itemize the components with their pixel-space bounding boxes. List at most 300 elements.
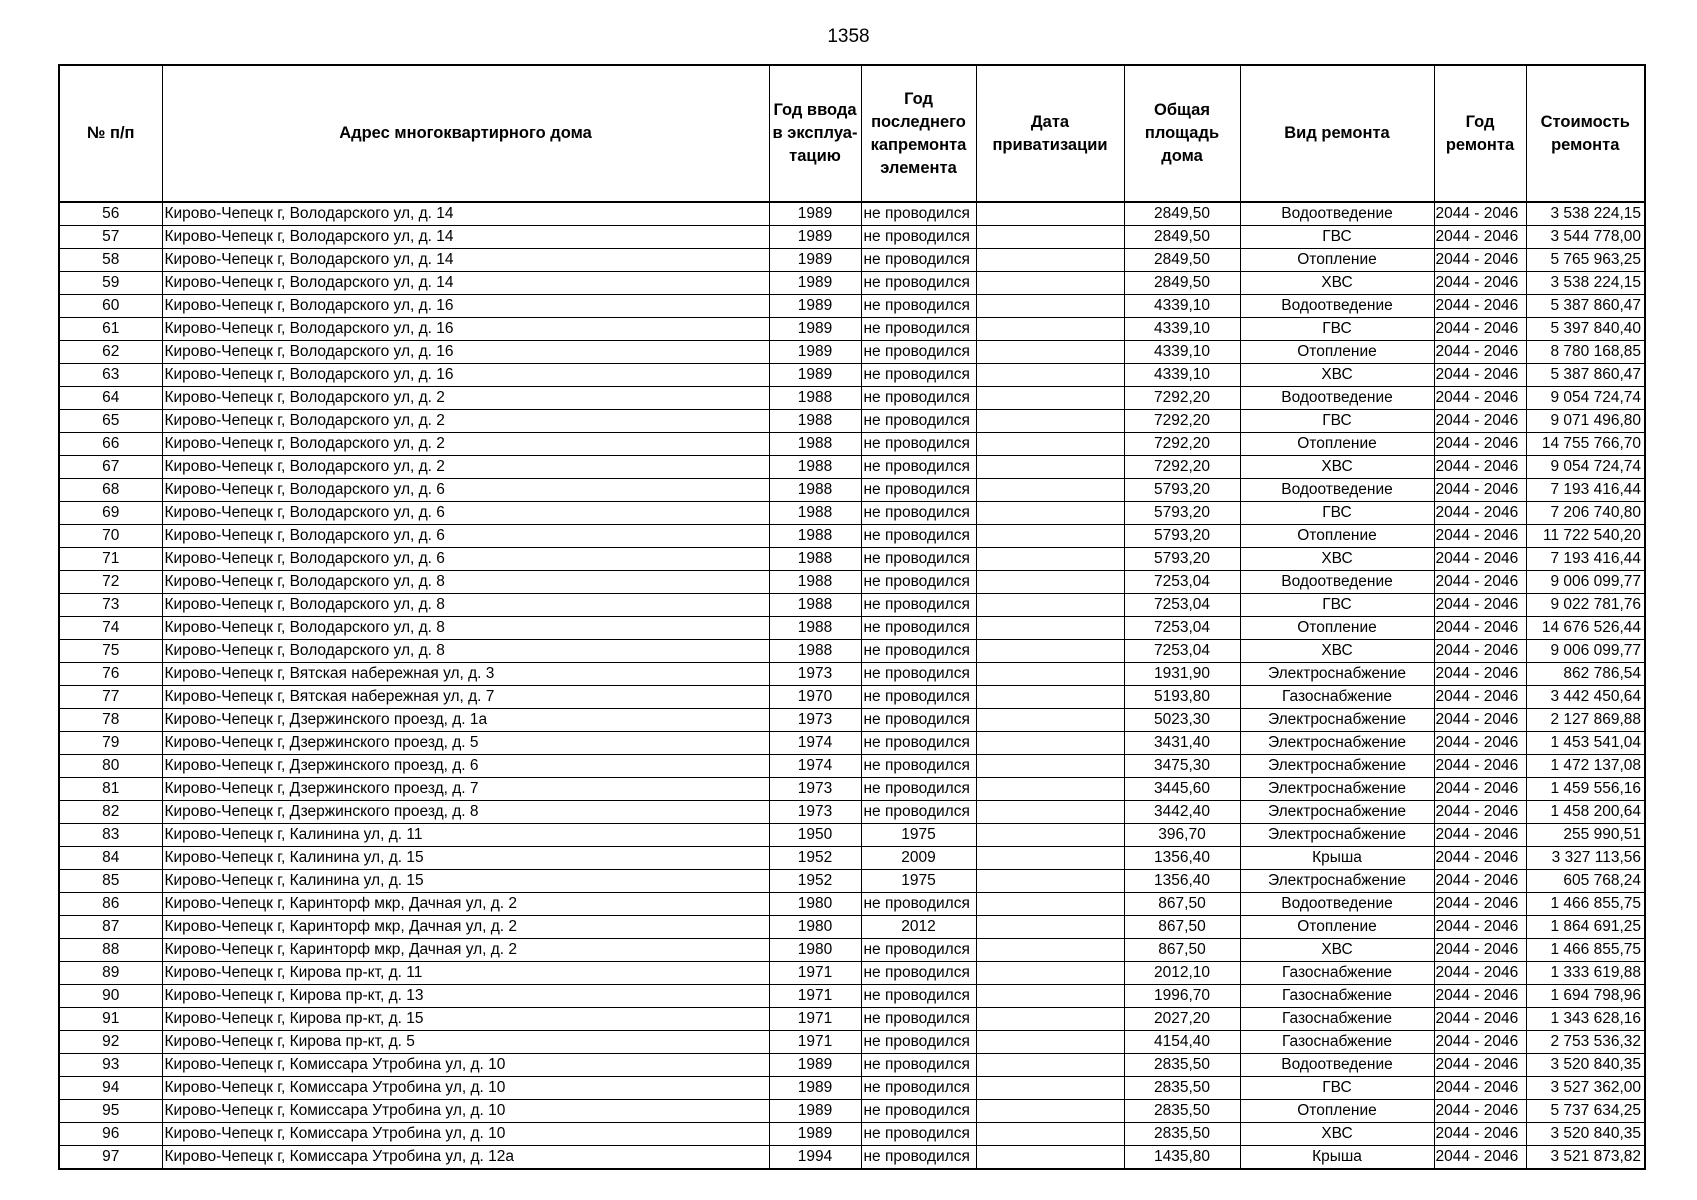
cell-repair-year: 2044 - 2046 xyxy=(1434,502,1526,525)
cell-num: 79 xyxy=(59,732,162,755)
cell-privatization-date xyxy=(976,295,1124,318)
table-row xyxy=(59,732,1645,755)
cell-year-last-repair: не проводился xyxy=(861,272,976,295)
cell-total-area: 7292,20 xyxy=(1124,456,1240,479)
cell-year-last-repair: 1975 xyxy=(861,824,976,847)
cell-repair-type: ГВС xyxy=(1240,318,1434,341)
cell-repair-type: Газоснабжение xyxy=(1240,1031,1434,1054)
cell-address: Кирово-Чепецк г, Володарского ул, д. 2 xyxy=(162,387,769,410)
cell-year-commission: 1988 xyxy=(769,525,861,548)
table-row xyxy=(59,295,1645,318)
cell-privatization-date xyxy=(976,318,1124,341)
cell-repair-type: ХВС xyxy=(1240,272,1434,295)
cell-total-area: 2012,10 xyxy=(1124,962,1240,985)
cell-total-area: 4339,10 xyxy=(1124,295,1240,318)
cell-year-commission: 1973 xyxy=(769,778,861,801)
cell-repair-type: Отопление xyxy=(1240,525,1434,548)
cell-repair-year: 2044 - 2046 xyxy=(1434,985,1526,1008)
cell-repair-year: 2044 - 2046 xyxy=(1434,341,1526,364)
cell-repair-year: 2044 - 2046 xyxy=(1434,295,1526,318)
table-row xyxy=(59,962,1645,985)
cell-address: Кирово-Чепецк г, Каринторф мкр, Дачная ул, д. 2 xyxy=(162,939,769,962)
cell-total-area: 4154,40 xyxy=(1124,1031,1240,1054)
cell-year-last-repair: не проводился xyxy=(861,801,976,824)
table-row xyxy=(59,479,1645,502)
cell-address: Кирово-Чепецк г, Дзержинского проезд, д. 6 xyxy=(162,755,769,778)
cell-year-commission: 1988 xyxy=(769,456,861,479)
cell-num: 62 xyxy=(59,341,162,364)
cell-num: 90 xyxy=(59,985,162,1008)
cell-total-area: 2849,50 xyxy=(1124,249,1240,272)
cell-repair-type: Водоотведение xyxy=(1240,1054,1434,1077)
cell-repair-type: Отопление xyxy=(1240,433,1434,456)
cell-year-commission: 1989 xyxy=(769,1054,861,1077)
cell-year-commission: 1988 xyxy=(769,594,861,617)
cell-repair-year: 2044 - 2046 xyxy=(1434,1100,1526,1123)
cell-repair-type: Газоснабжение xyxy=(1240,985,1434,1008)
cell-address: Кирово-Чепецк г, Володарского ул, д. 14 xyxy=(162,249,769,272)
table-row xyxy=(59,594,1645,617)
cell-year-commission: 1994 xyxy=(769,1146,861,1170)
cell-repair-cost: 1 864 691,25 xyxy=(1526,916,1645,939)
table-header xyxy=(59,65,1645,202)
cell-address: Кирово-Чепецк г, Володарского ул, д. 14 xyxy=(162,226,769,249)
cell-year-last-repair: не проводился xyxy=(861,202,976,226)
cell-total-area: 2849,50 xyxy=(1124,272,1240,295)
cell-year-last-repair: не проводился xyxy=(861,1100,976,1123)
cell-repair-cost: 1 472 137,08 xyxy=(1526,755,1645,778)
cell-address: Кирово-Чепецк г, Калинина ул, д. 15 xyxy=(162,870,769,893)
cell-repair-cost: 1 694 798,96 xyxy=(1526,985,1645,1008)
cell-num: 81 xyxy=(59,778,162,801)
cell-year-last-repair: 2009 xyxy=(861,847,976,870)
cell-repair-cost: 9 006 099,77 xyxy=(1526,571,1645,594)
cell-repair-type: Электроснабжение xyxy=(1240,732,1434,755)
cell-privatization-date xyxy=(976,686,1124,709)
table-row xyxy=(59,456,1645,479)
cell-num: 74 xyxy=(59,617,162,640)
table-row xyxy=(59,341,1645,364)
cell-year-commission: 1971 xyxy=(769,962,861,985)
cell-num: 64 xyxy=(59,387,162,410)
cell-repair-year: 2044 - 2046 xyxy=(1434,525,1526,548)
cell-repair-type: ХВС xyxy=(1240,456,1434,479)
cell-year-commission: 1989 xyxy=(769,202,861,226)
header-repair-type: Вид ремонта xyxy=(1240,65,1434,202)
cell-repair-type: ХВС xyxy=(1240,939,1434,962)
cell-privatization-date xyxy=(976,1100,1124,1123)
cell-repair-cost: 3 538 224,15 xyxy=(1526,202,1645,226)
cell-total-area: 5193,80 xyxy=(1124,686,1240,709)
cell-privatization-date xyxy=(976,962,1124,985)
cell-privatization-date xyxy=(976,341,1124,364)
cell-address: Кирово-Чепецк г, Володарского ул, д. 16 xyxy=(162,341,769,364)
cell-num: 67 xyxy=(59,456,162,479)
cell-total-area: 1356,40 xyxy=(1124,847,1240,870)
cell-year-commission: 1971 xyxy=(769,1008,861,1031)
cell-repair-year: 2044 - 2046 xyxy=(1434,732,1526,755)
cell-year-commission: 1971 xyxy=(769,1031,861,1054)
cell-address: Кирово-Чепецк г, Вятская набережная ул, д. 3 xyxy=(162,663,769,686)
cell-repair-type: ХВС xyxy=(1240,364,1434,387)
cell-year-last-repair: не проводился xyxy=(861,1054,976,1077)
cell-repair-type: Отопление xyxy=(1240,1100,1434,1123)
cell-year-commission: 1989 xyxy=(769,341,861,364)
cell-repair-year: 2044 - 2046 xyxy=(1434,709,1526,732)
cell-repair-cost: 1 458 200,64 xyxy=(1526,801,1645,824)
cell-address: Кирово-Чепецк г, Володарского ул, д. 8 xyxy=(162,617,769,640)
cell-num: 95 xyxy=(59,1100,162,1123)
table-body xyxy=(59,202,1645,1169)
cell-total-area: 867,50 xyxy=(1124,916,1240,939)
cell-privatization-date xyxy=(976,249,1124,272)
cell-num: 68 xyxy=(59,479,162,502)
cell-year-last-repair: 1975 xyxy=(861,870,976,893)
cell-repair-cost: 9 071 496,80 xyxy=(1526,410,1645,433)
cell-total-area: 2849,50 xyxy=(1124,226,1240,249)
cell-total-area: 7253,04 xyxy=(1124,640,1240,663)
cell-address: Кирово-Чепецк г, Володарского ул, д. 16 xyxy=(162,295,769,318)
cell-repair-cost: 2 753 536,32 xyxy=(1526,1031,1645,1054)
cell-year-commission: 1988 xyxy=(769,571,861,594)
cell-repair-type: ХВС xyxy=(1240,1123,1434,1146)
cell-repair-cost: 5 387 860,47 xyxy=(1526,364,1645,387)
cell-repair-type: Электроснабжение xyxy=(1240,778,1434,801)
cell-repair-type: Электроснабжение xyxy=(1240,755,1434,778)
cell-num: 70 xyxy=(59,525,162,548)
cell-repair-year: 2044 - 2046 xyxy=(1434,202,1526,226)
cell-privatization-date xyxy=(976,939,1124,962)
cell-year-commission: 1989 xyxy=(769,1077,861,1100)
cell-total-area: 3431,40 xyxy=(1124,732,1240,755)
cell-repair-year: 2044 - 2046 xyxy=(1434,686,1526,709)
cell-total-area: 5793,20 xyxy=(1124,548,1240,571)
table-row xyxy=(59,617,1645,640)
header-num: № п/п xyxy=(59,65,162,202)
cell-repair-cost: 11 722 540,20 xyxy=(1526,525,1645,548)
cell-total-area: 7292,20 xyxy=(1124,410,1240,433)
cell-address: Кирово-Чепецк г, Комиссара Утробина ул, д. 12а xyxy=(162,1146,769,1170)
cell-repair-cost: 7 193 416,44 xyxy=(1526,548,1645,571)
cell-total-area: 2835,50 xyxy=(1124,1054,1240,1077)
cell-total-area: 1435,80 xyxy=(1124,1146,1240,1170)
header-year-commission: Год ввода в эксплуа-тацию xyxy=(769,65,861,202)
table-row xyxy=(59,387,1645,410)
cell-repair-year: 2044 - 2046 xyxy=(1434,456,1526,479)
cell-privatization-date xyxy=(976,778,1124,801)
repair-schedule-table xyxy=(58,64,1646,1170)
cell-repair-year: 2044 - 2046 xyxy=(1434,387,1526,410)
cell-num: 63 xyxy=(59,364,162,387)
cell-year-last-repair: не проводился xyxy=(861,341,976,364)
table-row xyxy=(59,548,1645,571)
cell-address: Кирово-Чепецк г, Комиссара Утробина ул, д. 10 xyxy=(162,1123,769,1146)
cell-repair-year: 2044 - 2046 xyxy=(1434,824,1526,847)
header-repair-cost: Стоимость ремонта xyxy=(1526,65,1645,202)
cell-privatization-date xyxy=(976,1123,1124,1146)
cell-year-last-repair: не проводился xyxy=(861,893,976,916)
cell-repair-cost: 14 676 526,44 xyxy=(1526,617,1645,640)
cell-address: Кирово-Чепецк г, Володарского ул, д. 6 xyxy=(162,502,769,525)
table-row xyxy=(59,502,1645,525)
cell-repair-cost: 2 127 869,88 xyxy=(1526,709,1645,732)
cell-repair-cost: 1 466 855,75 xyxy=(1526,893,1645,916)
cell-address: Кирово-Чепецк г, Каринторф мкр, Дачная ул, д. 2 xyxy=(162,893,769,916)
table-row xyxy=(59,939,1645,962)
cell-num: 93 xyxy=(59,1054,162,1077)
cell-year-last-repair: не проводился xyxy=(861,778,976,801)
cell-year-commission: 1988 xyxy=(769,479,861,502)
cell-total-area: 3442,40 xyxy=(1124,801,1240,824)
cell-address: Кирово-Чепецк г, Вятская набережная ул, д. 7 xyxy=(162,686,769,709)
cell-privatization-date xyxy=(976,410,1124,433)
cell-num: 69 xyxy=(59,502,162,525)
cell-repair-type: Отопление xyxy=(1240,916,1434,939)
cell-year-last-repair: 2012 xyxy=(861,916,976,939)
cell-address: Кирово-Чепецк г, Володарского ул, д. 2 xyxy=(162,433,769,456)
cell-privatization-date xyxy=(976,640,1124,663)
cell-repair-cost: 3 527 362,00 xyxy=(1526,1077,1645,1100)
cell-year-last-repair: не проводился xyxy=(861,686,976,709)
cell-address: Кирово-Чепецк г, Кирова пр-кт, д. 13 xyxy=(162,985,769,1008)
table-row xyxy=(59,318,1645,341)
cell-address: Кирово-Чепецк г, Володарского ул, д. 16 xyxy=(162,364,769,387)
cell-year-commission: 1973 xyxy=(769,663,861,686)
cell-year-commission: 1971 xyxy=(769,985,861,1008)
table-row xyxy=(59,640,1645,663)
table-row xyxy=(59,824,1645,847)
header-privatization-date: Дата приватизации xyxy=(976,65,1124,202)
cell-repair-type: ХВС xyxy=(1240,548,1434,571)
cell-repair-type: Крыша xyxy=(1240,1146,1434,1170)
cell-address: Кирово-Чепецк г, Володарского ул, д. 8 xyxy=(162,571,769,594)
cell-repair-cost: 5 737 634,25 xyxy=(1526,1100,1645,1123)
cell-num: 66 xyxy=(59,433,162,456)
cell-repair-cost: 5 397 840,40 xyxy=(1526,318,1645,341)
cell-repair-type: Электроснабжение xyxy=(1240,801,1434,824)
cell-total-area: 4339,10 xyxy=(1124,341,1240,364)
cell-repair-year: 2044 - 2046 xyxy=(1434,962,1526,985)
table-row xyxy=(59,847,1645,870)
cell-year-last-repair: не проводился xyxy=(861,410,976,433)
cell-repair-cost: 255 990,51 xyxy=(1526,824,1645,847)
cell-address: Кирово-Чепецк г, Володарского ул, д. 14 xyxy=(162,202,769,226)
cell-num: 82 xyxy=(59,801,162,824)
cell-year-last-repair: не проводился xyxy=(861,709,976,732)
cell-num: 94 xyxy=(59,1077,162,1100)
cell-year-commission: 1989 xyxy=(769,226,861,249)
table-row xyxy=(59,663,1645,686)
cell-num: 86 xyxy=(59,893,162,916)
cell-num: 75 xyxy=(59,640,162,663)
cell-year-last-repair: не проводился xyxy=(861,571,976,594)
table-row xyxy=(59,686,1645,709)
table-row xyxy=(59,226,1645,249)
cell-address: Кирово-Чепецк г, Комиссара Утробина ул, д. 10 xyxy=(162,1077,769,1100)
cell-address: Кирово-Чепецк г, Кирова пр-кт, д. 11 xyxy=(162,962,769,985)
cell-repair-type: ГВС xyxy=(1240,1077,1434,1100)
cell-year-commission: 1989 xyxy=(769,249,861,272)
cell-repair-type: Газоснабжение xyxy=(1240,1008,1434,1031)
cell-privatization-date xyxy=(976,824,1124,847)
cell-repair-cost: 5 765 963,25 xyxy=(1526,249,1645,272)
cell-repair-cost: 7 193 416,44 xyxy=(1526,479,1645,502)
cell-repair-type: Электроснабжение xyxy=(1240,824,1434,847)
cell-year-commission: 1988 xyxy=(769,617,861,640)
cell-repair-year: 2044 - 2046 xyxy=(1434,1146,1526,1170)
cell-repair-year: 2044 - 2046 xyxy=(1434,594,1526,617)
cell-repair-cost: 3 520 840,35 xyxy=(1526,1123,1645,1146)
cell-year-commission: 1988 xyxy=(769,548,861,571)
cell-repair-year: 2044 - 2046 xyxy=(1434,663,1526,686)
cell-year-commission: 1952 xyxy=(769,870,861,893)
cell-num: 73 xyxy=(59,594,162,617)
cell-total-area: 7292,20 xyxy=(1124,433,1240,456)
cell-address: Кирово-Чепецк г, Володарского ул, д. 6 xyxy=(162,525,769,548)
cell-address: Кирово-Чепецк г, Володарского ул, д. 8 xyxy=(162,594,769,617)
header-year-last-repair: Год последнего капремонта элемента xyxy=(861,65,976,202)
cell-total-area: 867,50 xyxy=(1124,939,1240,962)
cell-address: Кирово-Чепецк г, Комиссара Утробина ул, д. 10 xyxy=(162,1100,769,1123)
cell-total-area: 5793,20 xyxy=(1124,502,1240,525)
cell-repair-type: ГВС xyxy=(1240,410,1434,433)
cell-total-area: 867,50 xyxy=(1124,893,1240,916)
cell-year-commission: 1952 xyxy=(769,847,861,870)
table-row xyxy=(59,1054,1645,1077)
cell-repair-cost: 3 442 450,64 xyxy=(1526,686,1645,709)
cell-privatization-date xyxy=(976,226,1124,249)
cell-privatization-date xyxy=(976,1008,1124,1031)
cell-num: 77 xyxy=(59,686,162,709)
cell-year-last-repair: не проводился xyxy=(861,1146,976,1170)
cell-privatization-date xyxy=(976,916,1124,939)
cell-privatization-date xyxy=(976,594,1124,617)
cell-address: Кирово-Чепецк г, Дзержинского проезд, д. 5 xyxy=(162,732,769,755)
cell-year-commission: 1988 xyxy=(769,433,861,456)
table-row xyxy=(59,272,1645,295)
cell-repair-year: 2044 - 2046 xyxy=(1434,801,1526,824)
cell-address: Кирово-Чепецк г, Комиссара Утробина ул, д. 10 xyxy=(162,1054,769,1077)
cell-privatization-date xyxy=(976,548,1124,571)
cell-year-last-repair: не проводился xyxy=(861,962,976,985)
cell-privatization-date xyxy=(976,502,1124,525)
header-address: Адрес многоквартирного дома xyxy=(162,65,769,202)
cell-repair-year: 2044 - 2046 xyxy=(1434,640,1526,663)
cell-privatization-date xyxy=(976,1146,1124,1170)
cell-repair-cost: 3 538 224,15 xyxy=(1526,272,1645,295)
header-repair-year: Год ремонта xyxy=(1434,65,1526,202)
table-row xyxy=(59,893,1645,916)
cell-total-area: 3445,60 xyxy=(1124,778,1240,801)
cell-total-area: 7253,04 xyxy=(1124,594,1240,617)
table-row xyxy=(59,778,1645,801)
cell-repair-year: 2044 - 2046 xyxy=(1434,571,1526,594)
cell-repair-cost: 7 206 740,80 xyxy=(1526,502,1645,525)
cell-repair-cost: 14 755 766,70 xyxy=(1526,433,1645,456)
cell-year-last-repair: не проводился xyxy=(861,939,976,962)
cell-address: Кирово-Чепецк г, Каринторф мкр, Дачная ул, д. 2 xyxy=(162,916,769,939)
cell-total-area: 2835,50 xyxy=(1124,1100,1240,1123)
cell-address: Кирово-Чепецк г, Дзержинского проезд, д. 8 xyxy=(162,801,769,824)
cell-num: 58 xyxy=(59,249,162,272)
cell-year-commission: 1970 xyxy=(769,686,861,709)
cell-repair-cost: 605 768,24 xyxy=(1526,870,1645,893)
cell-address: Кирово-Чепецк г, Володарского ул, д. 6 xyxy=(162,479,769,502)
cell-year-last-repair: не проводился xyxy=(861,594,976,617)
table-row xyxy=(59,755,1645,778)
page-number: 1358 xyxy=(827,26,870,47)
cell-repair-year: 2044 - 2046 xyxy=(1434,617,1526,640)
cell-total-area: 2835,50 xyxy=(1124,1077,1240,1100)
cell-num: 92 xyxy=(59,1031,162,1054)
cell-privatization-date xyxy=(976,364,1124,387)
cell-year-last-repair: не проводился xyxy=(861,985,976,1008)
cell-year-commission: 1989 xyxy=(769,295,861,318)
cell-repair-type: Электроснабжение xyxy=(1240,709,1434,732)
cell-year-last-repair: не проводился xyxy=(861,525,976,548)
cell-repair-cost: 3 544 778,00 xyxy=(1526,226,1645,249)
cell-address: Кирово-Чепецк г, Володарского ул, д. 6 xyxy=(162,548,769,571)
table-row xyxy=(59,202,1645,226)
cell-year-last-repair: не проводился xyxy=(861,1031,976,1054)
cell-year-last-repair: не проводился xyxy=(861,502,976,525)
cell-year-commission: 1989 xyxy=(769,364,861,387)
cell-address: Кирово-Чепецк г, Володарского ул, д. 8 xyxy=(162,640,769,663)
cell-repair-year: 2044 - 2046 xyxy=(1434,226,1526,249)
cell-repair-year: 2044 - 2046 xyxy=(1434,548,1526,571)
cell-year-commission: 1973 xyxy=(769,801,861,824)
cell-year-commission: 1989 xyxy=(769,272,861,295)
cell-privatization-date xyxy=(976,433,1124,456)
cell-repair-type: ГВС xyxy=(1240,594,1434,617)
cell-total-area: 7253,04 xyxy=(1124,571,1240,594)
cell-num: 91 xyxy=(59,1008,162,1031)
cell-repair-cost: 8 780 168,85 xyxy=(1526,341,1645,364)
cell-privatization-date xyxy=(976,870,1124,893)
cell-total-area: 1996,70 xyxy=(1124,985,1240,1008)
cell-repair-year: 2044 - 2046 xyxy=(1434,1123,1526,1146)
cell-privatization-date xyxy=(976,801,1124,824)
table-row xyxy=(59,364,1645,387)
cell-total-area: 3475,30 xyxy=(1124,755,1240,778)
cell-total-area: 5793,20 xyxy=(1124,479,1240,502)
cell-year-commission: 1989 xyxy=(769,1100,861,1123)
cell-num: 80 xyxy=(59,755,162,778)
cell-address: Кирово-Чепецк г, Володарского ул, д. 16 xyxy=(162,318,769,341)
table-row xyxy=(59,801,1645,824)
cell-total-area: 5023,30 xyxy=(1124,709,1240,732)
cell-year-commission: 1973 xyxy=(769,709,861,732)
cell-year-commission: 1980 xyxy=(769,916,861,939)
table-row xyxy=(59,1008,1645,1031)
cell-address: Кирово-Чепецк г, Кирова пр-кт, д. 5 xyxy=(162,1031,769,1054)
cell-year-commission: 1988 xyxy=(769,410,861,433)
cell-repair-year: 2044 - 2046 xyxy=(1434,1031,1526,1054)
cell-num: 60 xyxy=(59,295,162,318)
cell-privatization-date xyxy=(976,1077,1124,1100)
cell-repair-cost: 1 343 628,16 xyxy=(1526,1008,1645,1031)
cell-repair-year: 2044 - 2046 xyxy=(1434,318,1526,341)
cell-repair-type: Водоотведение xyxy=(1240,387,1434,410)
cell-privatization-date xyxy=(976,1031,1124,1054)
cell-privatization-date xyxy=(976,663,1124,686)
cell-repair-year: 2044 - 2046 xyxy=(1434,410,1526,433)
cell-year-commission: 1989 xyxy=(769,1123,861,1146)
cell-year-last-repair: не проводился xyxy=(861,548,976,571)
table-row xyxy=(59,410,1645,433)
cell-repair-cost: 1 466 855,75 xyxy=(1526,939,1645,962)
cell-privatization-date xyxy=(976,525,1124,548)
